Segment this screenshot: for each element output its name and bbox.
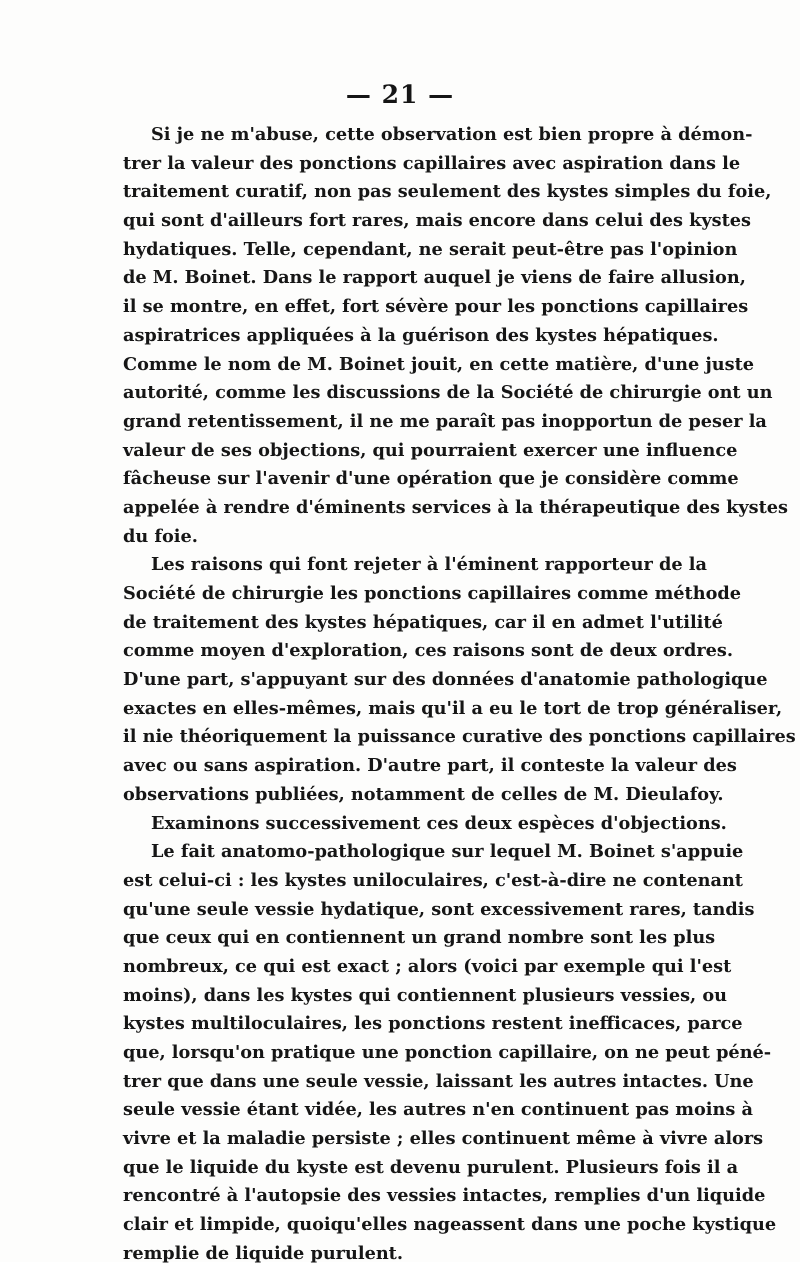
- text-line: traitement curatif, non pas seulement des kystes simples du foie,: [123, 181, 772, 203]
- text-line: que ceux qui en contiennent un grand nombre sont les plus: [123, 927, 716, 949]
- text-line: appelée à rendre d'éminents services à la thérapeutique des kystes: [123, 496, 789, 518]
- text-line: D'une part, s'appuyant sur des données d'anatomie pathologique: [123, 669, 768, 691]
- text-line: nombreux, ce qui est exact ; alors (voici par exemple qui l'est: [123, 955, 732, 977]
- text-line: vivre et la maladie persiste ; elles continuent même à vivre alors: [123, 1128, 764, 1150]
- text-line: qui sont d'ailleurs fort rares, mais encore dans celui des kystes: [123, 210, 751, 232]
- text-line: Le fait anatomo-pathologique sur lequel M. Boinet s'appuie: [151, 841, 744, 863]
- text-line: trer que dans une seule vessie, laissant les autres intactes. Une: [123, 1070, 754, 1092]
- text-line: Examinons successivement ces deux espèces d'objections.: [151, 812, 727, 834]
- text-line: il se montre, en effet, fort sévère pour les ponctions capillaires: [123, 296, 749, 318]
- text-line: rencontré à l'autopsie des vessies intactes, remplies d'un liquide: [123, 1185, 766, 1207]
- text-line: hydatiques. Telle, cependant, ne serait peut-être pas l'opinion: [123, 238, 738, 260]
- text-line: qu'une seule vessie hydatique, sont excessivement rares, tandis: [123, 898, 755, 920]
- text-line: exactes en elles-mêmes, mais qu'il a eu le tort de trop généraliser,: [123, 697, 783, 719]
- text-line: Société de chirurgie les ponctions capillaires comme méthode: [123, 583, 742, 604]
- text-line: trer la valeur des ponctions capillaires avec aspiration dans le: [123, 152, 741, 174]
- text-line: il nie théoriquement la puissance curative des ponctions capillaires: [123, 726, 796, 748]
- text-line: grand retentissement, il ne me paraît pas inopportun de peser la: [123, 410, 767, 432]
- text-line: fâcheuse sur l'avenir d'une opération que je considère comme: [123, 468, 739, 490]
- text-line: de M. Boinet. Dans le rapport auquel je viens de faire allusion,: [123, 267, 746, 289]
- text-line: que, lorsqu'on pratique une ponction capillaire, on ne peut péné-: [123, 1042, 772, 1063]
- text-line: moins), dans les kystes qui contiennent plusieurs vessies, ou: [123, 984, 728, 1006]
- text-line: Comme le nom de M. Boinet jouit, en cette matière, d'une juste: [123, 353, 755, 375]
- text-line: comme moyen d'exploration, ces raisons sont de deux ordres.: [123, 640, 734, 662]
- text-line: kystes multiloculaires, les ponctions restent inefficaces, parce: [123, 1013, 743, 1035]
- text-line: de traitement des kystes hépatiques, car il en admet l'utilité: [123, 611, 723, 633]
- text-line: autorité, comme les discussions de la Société de chirurgie ont un: [123, 382, 773, 404]
- body-text: [123, 121, 796, 1269]
- text-line: aspiratrices appliquées à la guérison des kystes hépatiques.: [123, 324, 719, 346]
- text-line: avec ou sans aspiration. D'autre part, il conteste la valeur des: [123, 755, 737, 777]
- page-number: — 21 —: [345, 80, 455, 109]
- text-line: remplie de liquide purulent.: [123, 1242, 404, 1264]
- text-line: est celui-ci : les kystes uniloculaires, c'est-à-dire ne contenant: [123, 869, 743, 891]
- text-line: que le liquide du kyste est devenu purulent. Plusieurs fois il a: [123, 1156, 739, 1178]
- text-line: du foie.: [123, 525, 198, 547]
- text-line: observations publiées, notamment de celles de M. Dieulafoy.: [123, 783, 724, 805]
- text-line: clair et limpide, quoiqu'elles nageassent dans une poche kystique: [123, 1214, 777, 1236]
- text-line: Les raisons qui font rejeter à l'éminent rapporteur de la: [151, 554, 707, 576]
- text-line: Si je ne m'abuse, cette observation est bien propre à démon-: [151, 124, 753, 145]
- text-line: seule vessie étant vidée, les autres n'en continuent pas moins à: [123, 1099, 753, 1121]
- text-line: valeur de ses objections, qui pourraient exercer une influence: [123, 439, 738, 461]
